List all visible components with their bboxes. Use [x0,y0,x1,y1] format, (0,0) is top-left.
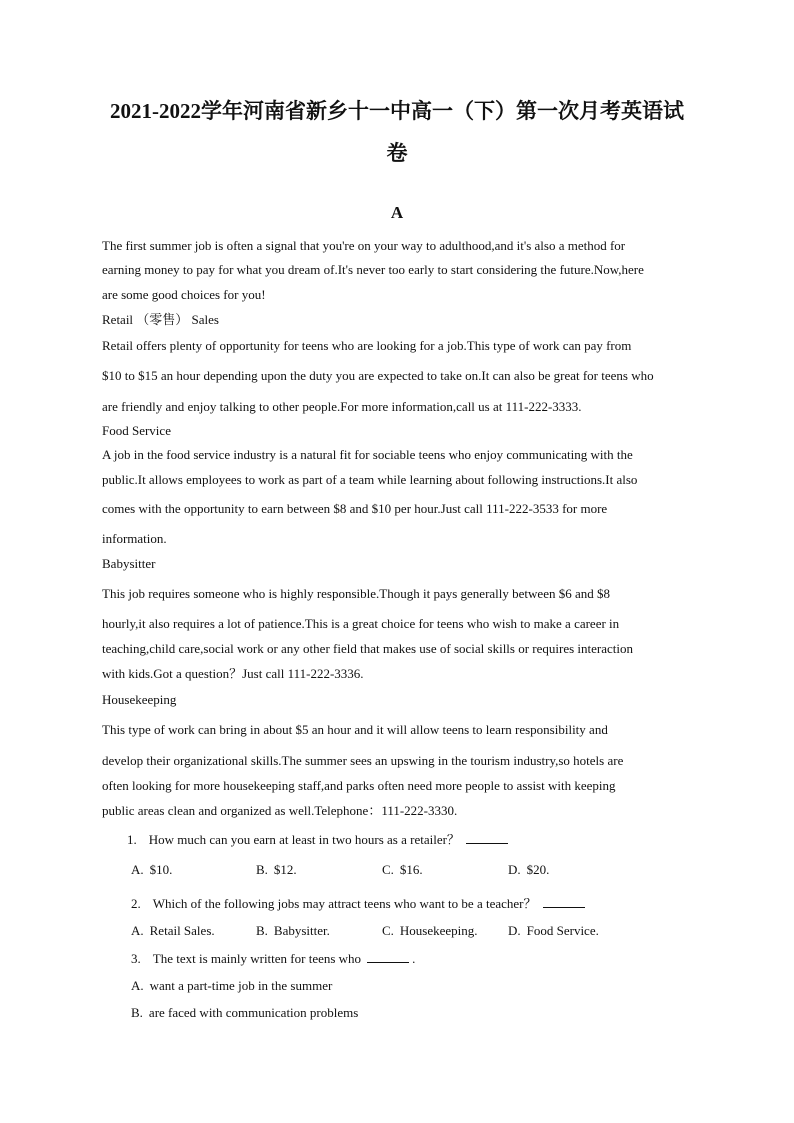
passage-line: comes with the opportunity to earn between $8 and $10 per hour.Just call 111-222-3533 for more [102,501,608,516]
answer-blank[interactable] [543,895,585,908]
question-2 [131,895,585,912]
question-3: 3. The text is mainly written for teens who . [131,951,416,966]
job-heading-retail: Retail （零售） Sales [102,312,219,327]
question-text: Which of the following jobs may attract teens who want to be a teacher？ [152,896,537,911]
job-heading-babysitter: Babysitter [102,556,156,571]
job-heading-food-service: Food Service [102,423,171,438]
question-1 [127,831,508,848]
passage-line: Retail offers plenty of opportunity for teens who are looking for a job.This type of work can pay from [102,338,632,353]
passage-line: The first summer job is often a signal that you're on your way to adulthood,and it's also a method for [102,238,626,253]
option-3a[interactable]: A. want a part-time job in the summer [131,978,333,993]
passage-line: A job in the food service industry is a natural fit for sociable teens who enjoy communicating with the [102,447,633,462]
question-number: 2. [131,896,141,911]
passage-line: information. [102,531,167,546]
section-heading: A [390,203,404,222]
option-2a[interactable]: A. Retail Sales. [131,923,215,938]
passage-line: public areas clean and organized as well.Telephone：111-222-3330. [102,803,458,818]
option-1a[interactable]: A. $10. [131,862,173,877]
passage-line: public.It allows employees to work as part of a team while learning about following instructions.It also [102,472,638,487]
passage-line: teaching,child care,social work or any other field that makes use of social skills or requires interaction [102,641,634,656]
passage-line: This job requires someone who is highly responsible.Though it pays generally between $6 and $8 [102,586,610,601]
page-title-line-1: 2021-2022学年河南省新乡十一中高一（下）第一次月考英语试 [110,99,684,123]
passage-line: This type of work can bring in about $5 an hour and it will allow teens to learn responsibility and [102,722,608,737]
answer-blank[interactable] [367,950,409,963]
option-1c[interactable]: C. $16. [382,862,423,877]
option-2d[interactable]: D. Food Service. [508,923,599,938]
passage-line: hourly,it also requires a lot of patience.This is a great choice for teens who wish to make a career in [102,616,620,631]
option-1b[interactable]: B. $12. [256,862,297,877]
question-text: The text is mainly written for teens who [152,951,362,966]
question-number: 1. [127,832,137,847]
passage-line: earning money to pay for what you dream of.It's never too early to start considering the future.Now,here [102,262,644,277]
passage-line: are some good choices for you! [102,287,266,302]
option-2c[interactable]: C. Housekeeping. [382,923,478,938]
passage-line: with kids.Got a question？Just call 111-222-3336. [102,666,364,681]
question-text: How much can you earn at least in two hours as a retailer？ [148,832,460,847]
passage-line: are friendly and enjoy talking to other people.For more information,call us at 111-222-3333. [102,399,582,414]
option-2b[interactable]: B. Babysitter. [256,923,330,938]
passage-line: $10 to $15 an hour depending upon the duty you are expected to take on.It can also be great for teens who [102,368,654,383]
passage-line: often looking for more housekeeping staff,and parks often need more people to assist with keeping [102,778,616,793]
question-number: 3. [131,951,141,966]
passage-line: develop their organizational skills.The summer sees an upswing in the tourism industry,so hotels are [102,753,624,768]
job-heading-housekeeping: Housekeeping [102,692,177,707]
page-title-line-2: 卷 [386,141,408,165]
option-1d[interactable]: D. $20. [508,862,550,877]
option-3b[interactable]: B. are faced with communication problems [131,1005,359,1020]
answer-blank[interactable] [466,831,508,844]
